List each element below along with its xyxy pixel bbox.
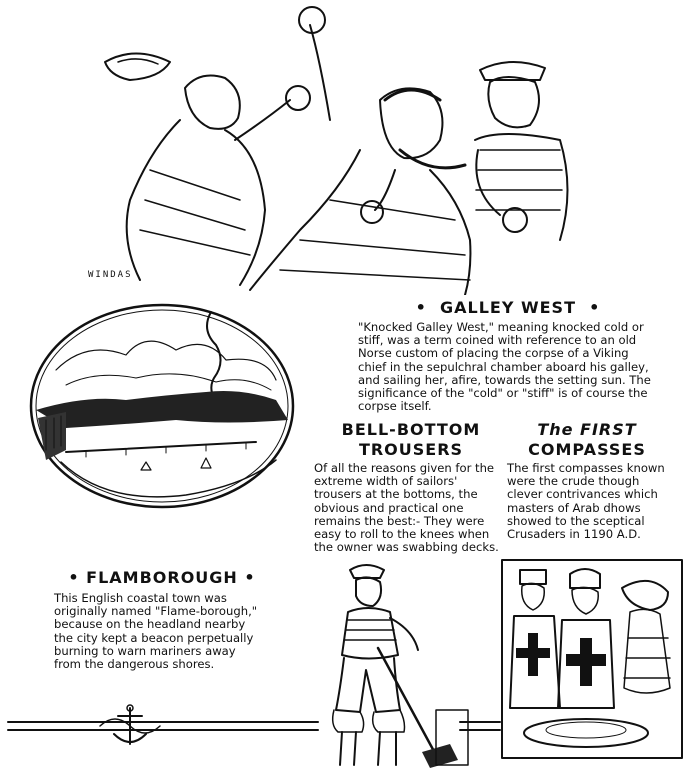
artist-signature: WINDAS: [88, 270, 133, 280]
heading-dot-left: •: [68, 568, 87, 587]
galley-west-heading: [358, 298, 658, 320]
heading-dot-right: •: [237, 568, 256, 587]
first-compasses-text: The first compasses known were the crude though clever contrivances which masters of Arab dhows showed to the sceptical Crusaders in 1190 A.D.: [507, 461, 665, 542]
first-compasses-title-line2: COMPASSES: [528, 440, 646, 459]
flamborough-title: FLAMBOROUGH: [86, 568, 238, 587]
bell-bottom-title-line1: BELL-BOTTOM: [341, 420, 481, 439]
first-compasses-heading: [508, 420, 666, 460]
flamborough-text: This English coastal town was originally named "Flame-borough," because on the headland nearby the city kept a beacon perpetually burning to warn mariners away from the dangerous shores.: [54, 591, 258, 672]
sailors-brawl-illustration: [0, 0, 700, 295]
heading-dot-left: •: [415, 298, 440, 317]
flamborough-heading: [52, 568, 272, 590]
bell-bottom-title-line2: TROUSERS: [358, 440, 464, 459]
bell-bottom-heading: [322, 420, 500, 460]
galley-west-title: GALLEY WEST: [439, 298, 576, 317]
first-compasses-title-line1: The FIRST: [537, 420, 637, 439]
rope-border-with-anchor: [0, 704, 700, 756]
heading-dot-right: •: [576, 298, 601, 317]
bell-bottom-text: Of all the reasons given for the extreme width of sailors' trousers at the bottoms, the obvious and practical one remains the best:- They were easy to roll to the knees when the owner was swabbing decks.: [314, 461, 499, 555]
galley-west-text: "Knocked Galley West," meaning knocked cold or stiff, was a term coined with reference to an old Norse custom of placing the corpse of a Viking chief in the sepulchral chamber aboard his galley, and sailing her, afire, towards the setting sun. The significance of the "cold" or "stiff" is of course the corpse itself.: [358, 320, 651, 414]
flamborough-harbor-illustration: [26, 300, 298, 512]
